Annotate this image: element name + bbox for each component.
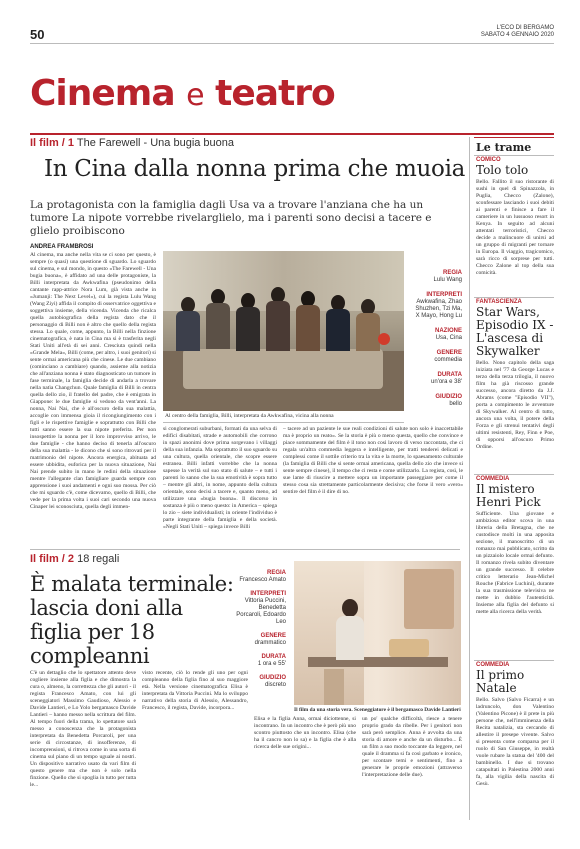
meta2-label-genere: GENERE [260, 633, 286, 639]
issue-date: SABATO 4 GENNAIO 2020 [480, 32, 554, 38]
sidebar-item-title: Tolo tolo [476, 163, 529, 177]
sidebar-item-title: Star Wars, Episodio IX - L'ascesa di Skywalker [476, 305, 554, 358]
article2-column-4: un po' qualche difficoltà, riesce a tenere proprio grado da ribelle. Per i genitori non sarà però semplice. Anna è avvolta da una storia di amore e anche da un disturbo... È un film a suo modo toccante da leggere, nel quale il dramma si fa così garbato e ironico, per scontare temi e sentimenti, fino a generare le proprie emozioni (attraverso l'interpretazione delle due). [362, 716, 462, 778]
sidebar-item-body: Bello. Fallito il suo ristorante di sushi in quel di Spinazzola, in Puglia, Checco (Zalone), sconfessare lasciando i suoi debiti ai parenti e finisce a fare il cameriere in un lussuoso resort in Kenya. In seguito ad alcuni attentati terroristici, Checco decide a malincuore di unirsi ad un gruppo di migranti per tornare in Europa. Il viaggio, tragicomico, sarà ricco di sorprese per tutti. Checco Zalone al top della sua comicità. [476, 179, 554, 276]
article2-photo [294, 561, 461, 705]
article1-column-1: Al cinema, ma anche nella vita se ci sono per questo, è sempre (o quasi) una questione di sguardo. Lo sguardo sul cinema, e sul mondo, in questo «The Farewell - Una bugia buona», è affidato ad una delle protagoniste, la Billi interpretata da Awkwafina (pseudonimo della cantante rapp-attrice Nora Lum, già vista anche in «Jumanji: The Next Level»), cui la regista Lulu Wang (Wang Ziyi) affida il compito di osservatrice oggettiva e soggettiva insieme, della vicenda. Vicenda che ricalca quella autobiografica della regista dato che il personaggio di Billi non è altro che quello della regista stessa. Lo quale, come, appunto, la Billi nella finzione cinematografica, è nata in Cina ma si è trasferita negli Stati Uniti all'età di sei anni. Cresciuta quindi nella «Grande Mela», Billi (come, per altro, i suoi genitori) si sente ormai americana più che cinese. Le due cambiano (cominciano a cambiare) quando, assieme alla notizia che all'anziana nonna è stato diagnosticato un tumore in fase terminale, la famiglia decide di andarla a trovare nella natìa Changchun. Quale famiglia di Billi in centra quella dello zio, il fratello del padre, che è emigrata in Giappone: le due famiglie si vedono da vent'anni. La nonna, Nai Nai, che è all'oscuro della sua malattia, accoglie con immensa gioia il ricongiungimento con i figli e le rispettive famiglie e soprattutto con Billi che tutti sanno essere la sua nipote preferita. Per non insospettire la nonna per il loro improvviso arrivo, le due famiglie - che hanno deciso di tenerla all'oscuro della sua malattia - le dicono che si sono ritrovati per il matrimonio del nipote. Ancora energica, abituata ad essere ubbidita, euforica per la nuova situazione, Nai Nai prende subito in mano le redini della situazione mentre l'allegante clan famigliare guarda sempre con apprensione i suoi andamenti e ogni suo mossa. Per ciò che mi sguardo c'è, come dicevamo, quello di Billi, che vede per la prima volta i suoi cari secondo una nuova Cinaper lei sconosciuta, quella degli immen- [30, 252, 156, 510]
caption-rule [163, 422, 404, 423]
masthead-rule [30, 43, 554, 44]
meta2-label-durata: DURATA [261, 654, 286, 660]
article1-subhead: La protagonista con la famiglia dagli Usa va a trovare l'anziana che ha un tumore La nipote vorrebbe rivelarglielo, ma i parenti sono decisi a tacere e glielo proibiscono [30, 199, 432, 237]
section-title-word-1: Cinema [30, 73, 175, 114]
meta-value-nazione: Usa, Cina [435, 335, 462, 341]
sidebar-item-rule [474, 474, 554, 475]
article1-kicker [30, 137, 234, 149]
article1-column-3: – tacere ad un paziente le sue reali condizioni di salute non solo è inaccettabile ma è proprio un reato». Se la storia è più o meno questa, quello che convince e piace sommamente del film è il tono non così lavoro di verso raccontata, che ci regala un'altra commedia leggera e intelligente, per tratti tenderei delicati e complessi come il sottile criterio tra la vita e la morte, lo spaesamento culturale (la famiglia di Billi che si sente ormai americana, quella dello zio che invece si sente sempre cinese), il tempo che ci resta e come utilizzarlo. La regista, così, le sue lame di riuscire a mettere sopra un importante passeggiare per come il stesso cosa sia strettamente particolarmente decisiva; che forse il vero «vero» sentire del film è il dire di no. [283, 426, 463, 495]
article1-photo [163, 251, 404, 411]
article2-kicker-sub: 18 regali [77, 553, 120, 565]
section-rule [30, 133, 554, 135]
meta-label-nazione: NAZIONE [435, 328, 462, 334]
sidebar-item-category: COMMEDIA [476, 662, 510, 668]
article1-kicker-sub: The Farewell - Una bugia buona [76, 137, 235, 149]
meta-label-genere: GENERE [436, 350, 462, 356]
meta-value-regia: Lulu Wang [433, 277, 462, 283]
sidebar-title: Le trame [476, 141, 532, 154]
sidebar-item-body: Sufficiente. Una giovane e ambiziosa editor scova in una libreria della Bretagna, che ne custodisce molti in una apposita sezione, il manoscritto di un romanzo mai pubblicato, scritto da un pizzaiolo locale ormai defunto. Il romanzo rivela subito diventare un grande successo. Il celebre critico letterario Jean-Michel Rouche (Fabrice Luchini), durante la sua trasmissione televisiva ne mette in dubbio l'autenticità. Insieme alla figlia del defunto si mette alla ricerca della verità. [476, 511, 554, 615]
meta-value-interpreti: Awkwafina, Zhao Shuzhen, Tzi Ma, X Mayo, Hong Lu [415, 299, 462, 319]
meta-value-genere: commedia [434, 357, 462, 363]
article1-column-2: si conglomerati suburbani, formati da una selva di edifici disabitati, strade e automobili che corrono in spazi anonimi dove prima sorgevano i villaggi della sua infanzia. Ma soprattutto il suo sguardo su una cultura, quella orientale, che scopre essere estranea. Billi infatti vorrebbe che la nonna sapesse la verità sul suo stato di salute – e tutti i parenti lo sanno che la sua emotività è sopra tutto – mentre gli altri, in nome, appunto della cultura orientale, sono decisi a tacere e, quanto meno, ad utilizzare una «bugia buona». Il discorso in sostanza è più o meno questo: in America – spiega lo zio – siete individualisti; in oriente l'individuo è parte integrante della famiglia e della società. «Negli Stati Uniti – spiega invece Billi [163, 426, 277, 530]
article1-photo-caption: Al centro della famiglia, Billi, interpretata da Awkwafina, vicina alla nonna [165, 413, 334, 419]
meta-label-interpreti: INTERPRETI [426, 292, 462, 298]
sidebar-item-title: Il mistero Henri Pick [476, 482, 541, 509]
article2-kicker [30, 553, 119, 565]
meta2-value-interpreti: Vittoria Puccini, Benedetta Porcaroli, Edoardo Leo [236, 598, 286, 625]
article1-meta [412, 270, 462, 408]
meta2-label-giudizio: GIUDIZIO [259, 675, 286, 681]
sidebar-item-category: COMICO [476, 157, 501, 163]
sidebar-item-body: Bello. Nono capitolo della saga iniziata nel '77 da George Lucas e terzo della terza trilogia, il nuovo film ha già riscosso grande successo, ancora diretto da J.J. Abrams (come "Episodio VII"), porta a compimento le avventure di Skywalker. Al centro di tutto, ancora una volta, il potere della Forza e gli strenui tentativi degli ultimi resistenti, Rey, Finn e Poe, di opporsi all'oscuro Primo Ordine. [476, 360, 554, 450]
sidebar-title-rule [474, 155, 554, 156]
sidebar-item-body: Bello. Salvo (Salvo Ficarra) e un ladruncolo, don Valentino (Valentino Picone) è il prete in più persone che, nell'imminenza della Recita natalizia, sta cercando di allestire il presepe vivente. Salvo si presenta come comparsa per il ruolo di San Giuseppe, in realtà vuole rubare la statua del '400 del bambinello. I due si trovano catapultati in Palestina 2000 anni fa, alla vigilia della nascita di Gesù. [476, 697, 554, 787]
sidebar-item-title: Il primo Natale [476, 668, 525, 695]
article-divider [30, 549, 460, 550]
meta-value-giudizio: bello [449, 401, 462, 407]
meta-label-durata: DURATA [437, 372, 462, 378]
article2-column-1: C'è un dettaglio che lo spettatore attento deve cogliere insieme alla figlia e che dimostra la cura o, almeno, la correttezza che gli autori - il regista Francesco Amato, con lui gli sceneggiatori Massimo Gaudioso, Alessio e Davide Lantieri, e Lo Yolo bergamasco Davide Lantieri – hanno messo nella scrittura del film. Al tempo fuori della trama, lo spettatore sarà messo a conoscenza che la protagonista interpretata da Benedetta Porcaroli, per una serie di circostanze, di insofferenze, di incomprensioni, si ritrova come in una sorta di cinema sul piano di un tempo uguale ai nostri. Un dispositivo narrativo usato da vari film di questo genere ma che non è solo nella finzione. Quello che si spoglia in tutto per tutta le... [30, 670, 136, 788]
sidebar-top-rule [474, 137, 554, 138]
meta2-value-genere: drammatico [254, 640, 286, 646]
section-title-word-2: e [186, 78, 204, 113]
page-number: 50 [30, 27, 45, 42]
meta-label-regia: REGIA [442, 270, 462, 276]
section-title-word-3: teatro [215, 73, 335, 114]
meta-label-giudizio: GIUDIZIO [435, 394, 462, 400]
meta2-value-durata: 1 ora e 55' [257, 661, 286, 667]
article2-column-2: visto recente, ciò lo rende gli uno per ogni compleanno della figlia fino al suo maggiore età. Nella versione cinematografica Elisa è interpretata da Vittoria Puccini. Ma lo sviluppo narrativo della storia di Alessio, Alessandro, Francesco, il regista, Davide, incorpora... [142, 670, 248, 711]
sidebar-item-rule [474, 660, 554, 661]
meta-value-durata: un'ora e 38' [431, 379, 462, 385]
meta2-value-regia: Francesco Amato [239, 577, 286, 583]
sidebar-item-category: FANTASCIENZA [476, 299, 522, 305]
sidebar-item-star-wars [476, 299, 554, 474]
section-title [30, 74, 335, 116]
sidebar-divider [469, 137, 470, 820]
article1-byline: ANDREA FRAMBROSI [30, 244, 94, 250]
meta2-label-regia: REGIA [266, 570, 286, 576]
sidebar-item-primo-natale [476, 662, 554, 825]
article1-headline: In Cina dalla nonna prima che muoia [44, 156, 466, 182]
article2-headline: È malata terminale: lascia doni alla figlia per 18 compleanni [30, 572, 234, 668]
meta2-value-giudizio: discreto [264, 682, 286, 688]
article1-kicker-label: Il film / 1 [30, 137, 75, 149]
article2-photo-caption: Il film da una storia vera. Sceneggiatore è il bergamasco Davide Lantieri [294, 707, 461, 713]
article2-column-3: Elisa e la figlia Anna, ormai diciottenne, si incontrano. In un incontro che è però più uno scontro piuttosto che un incontro. Elisa (che ha il cancro non lo sa) e la figlia che è alla ricerca delle sue origini... [254, 716, 356, 750]
article2-kicker-label: Il film / 2 [30, 553, 75, 565]
sidebar-item-rule [474, 297, 554, 298]
sidebar-item-category: COMMEDIA [476, 476, 510, 482]
meta2-label-interpreti: INTERPRETI [250, 591, 286, 597]
paper-name: L'ECO DI BERGAMO [496, 25, 554, 31]
sidebar-item-henri-pick [476, 476, 554, 646]
sidebar-item-tolo-tolo [476, 157, 554, 296]
